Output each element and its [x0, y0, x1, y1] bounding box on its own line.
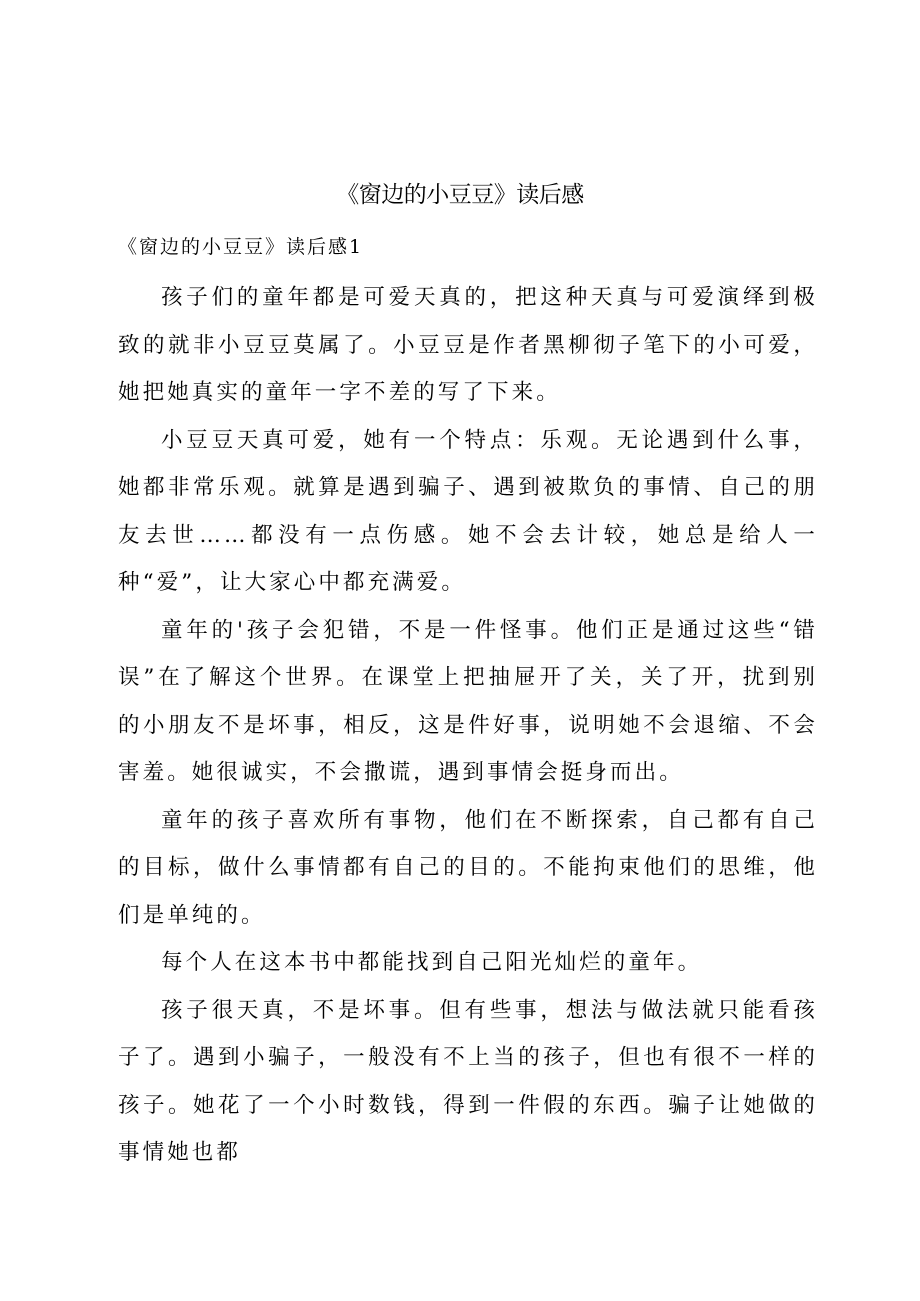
paragraph: 孩子们的童年都是可爱天真的，把这种天真与可爱演绎到极致的就非小豆豆莫属了。小豆豆是作者黑柳彻子笔下的小可爱，她把她真实的童年一字不差的写了下来。 — [118, 285, 818, 405]
paragraph: 童年的'孩子会犯错，不是一件怪事。他们正是通过这些“错误”在了解这个世界。在课堂上把抽屉开了关，关了开，扰到别的小朋友不是坏事，相反，这是件好事，说明她不会退缩、不会害羞。她很诚实，不会撒谎，遇到事情会挺身而出。 — [118, 617, 818, 785]
paragraph: 童年的孩子喜欢所有事物，他们在不断探索，自己都有自己的目标，做什么事情都有自己的目的。不能拘束他们的思维，他们是单纯的。 — [118, 807, 818, 928]
document-title: 《窗边的小豆豆》读后感 — [336, 182, 584, 208]
paragraph: 小豆豆天真可爱，她有一个特点：乐观。无论遇到什么事，她都非常乐观。就算是遇到骗子、遇到被欺负的事情、自己的朋友去世……都没有一点伤感。她不会去计较，她总是给人一种“爱”，让大家心中都充满爱。 — [118, 427, 818, 595]
document-body — [118, 274, 818, 1177]
section-heading: 《窗边的小豆豆》读后感1 — [118, 236, 364, 258]
paragraph: 孩子很天真，不是坏事。但有些事，想法与做法就只能看孩子了。遇到小骗子，一般没有不上当的孩子，但也有很不一样的孩子。她花了一个小时数钱，得到一件假的东西。骗子让她做的事情她也都 — [118, 997, 818, 1165]
paragraph: 每个人在这本书中都能找到自己阳光灿烂的童年。 — [161, 950, 703, 975]
